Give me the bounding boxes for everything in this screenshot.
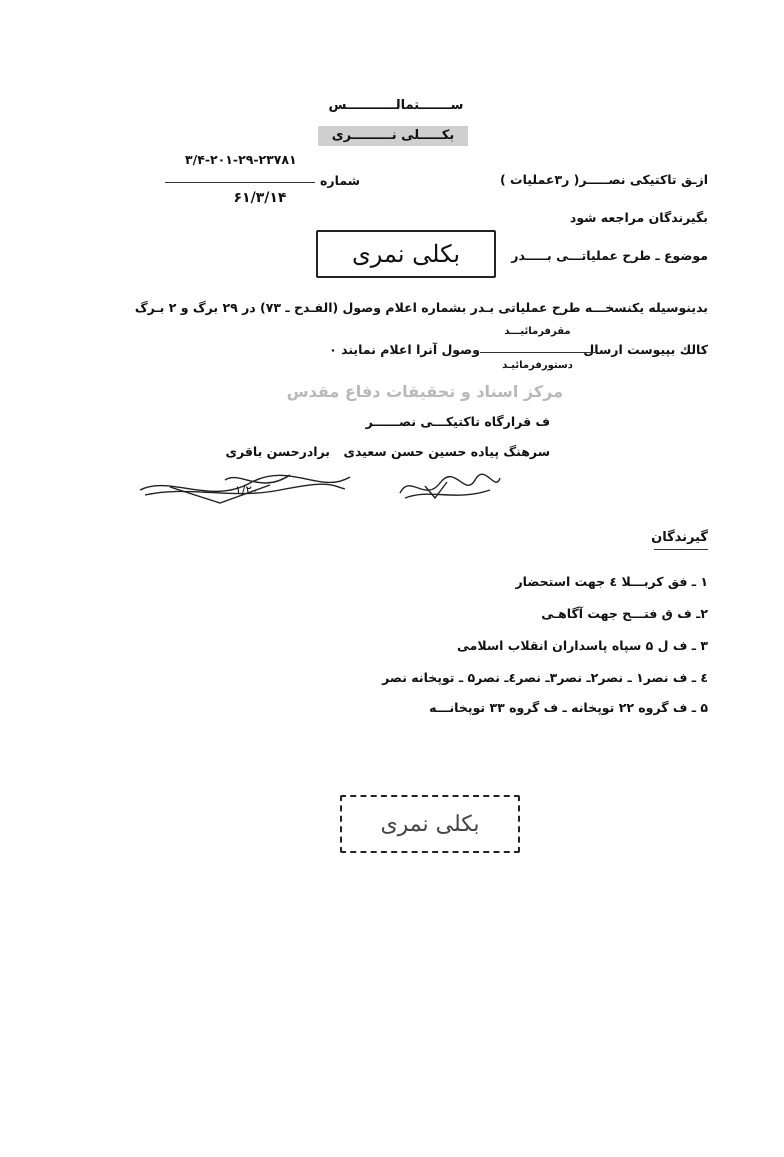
letter-body-line2-below: دستورفرمائیـد <box>502 360 573 371</box>
letter-body-line2-end: وصول آنرا اعلام نمایند ۰ <box>329 342 480 357</box>
recipient-item-1: ۱ ـ فق کربـــلا ٤ جهت استحضار <box>515 574 708 589</box>
confidential-stamp-text: بکلی نمری <box>351 240 461 268</box>
signature-note: ۱/۲۰ <box>235 483 259 497</box>
letter-from: ازـق تاکتیکی نصـــــر( ر۳عملیات ) <box>499 172 708 187</box>
signature-unit: ف قرارگاه تاکتیکـــی نصــــــر <box>365 414 550 429</box>
confidential-stamp <box>316 230 496 278</box>
letter-body-line2-above: مقرفرمائیـــد <box>504 326 571 337</box>
letter-body-line2-start: کالك بپیوست ارسال <box>583 342 708 357</box>
recipient-item-4: ٤ ـ ف نصر۱ ـ نصر۲ـ نصر۳ـ نصر٤ـ نصر۵ ـ توپخانه نصر <box>382 670 708 685</box>
classification-band: بکـــــلی نـــــــــری <box>318 126 468 146</box>
reference-number-label: شماره <box>320 173 360 188</box>
reference-date: ۶۱/۳/۱۴ <box>233 190 287 206</box>
bottom-confidential-stamp <box>340 795 520 853</box>
recipient-item-5: ۵ ـ ف گروه ۲۲ توپخانه ـ ف گروه ۳۳ توپخانـــه <box>429 700 708 715</box>
signature-right-scribble <box>395 468 505 508</box>
letter-to: بگیرندگان مراجعه شود <box>569 210 708 225</box>
recipient-item-3: ۳ ـ ف ل ۵ سپاه پاسداران انقلاب اسلامی <box>456 638 708 653</box>
recipients-title-underline <box>654 549 708 550</box>
signer-left-name: برادرحسن باقری <box>225 444 330 459</box>
recipients-title: گیرندگان <box>651 530 708 545</box>
letter-subject: موضوع ـ طرح عملیاتـــی بـــــدر <box>511 248 708 263</box>
recipient-item-2: ۲ـ ف ق فتـــح جهت آگاهـی <box>541 606 708 621</box>
bottom-stamp-text: بکلی نمری <box>380 811 480 837</box>
signer-right-name: سرهنگ پیاده حسین حسن سعیدی <box>343 444 550 459</box>
archive-watermark: مرکز اسناد و تحقیقات دفاع مقدس <box>286 382 563 401</box>
reference-number: ۳/۴-۲۰۱-۲۹-۲۳۷۸۱ <box>185 152 297 167</box>
classification-header: ســـــــتمالـــــــــــس <box>328 98 464 113</box>
letter-body-line1: بدینوسیله یکنسخـــه طرح عملیاتی بـدر بشماره اعلام وصول (الفـدح ـ ۷۳) در ۲۹ برگ و ۲ بـرگ <box>134 300 708 315</box>
letter-body-blank-rule <box>480 352 595 353</box>
reference-number-rule <box>165 182 315 183</box>
